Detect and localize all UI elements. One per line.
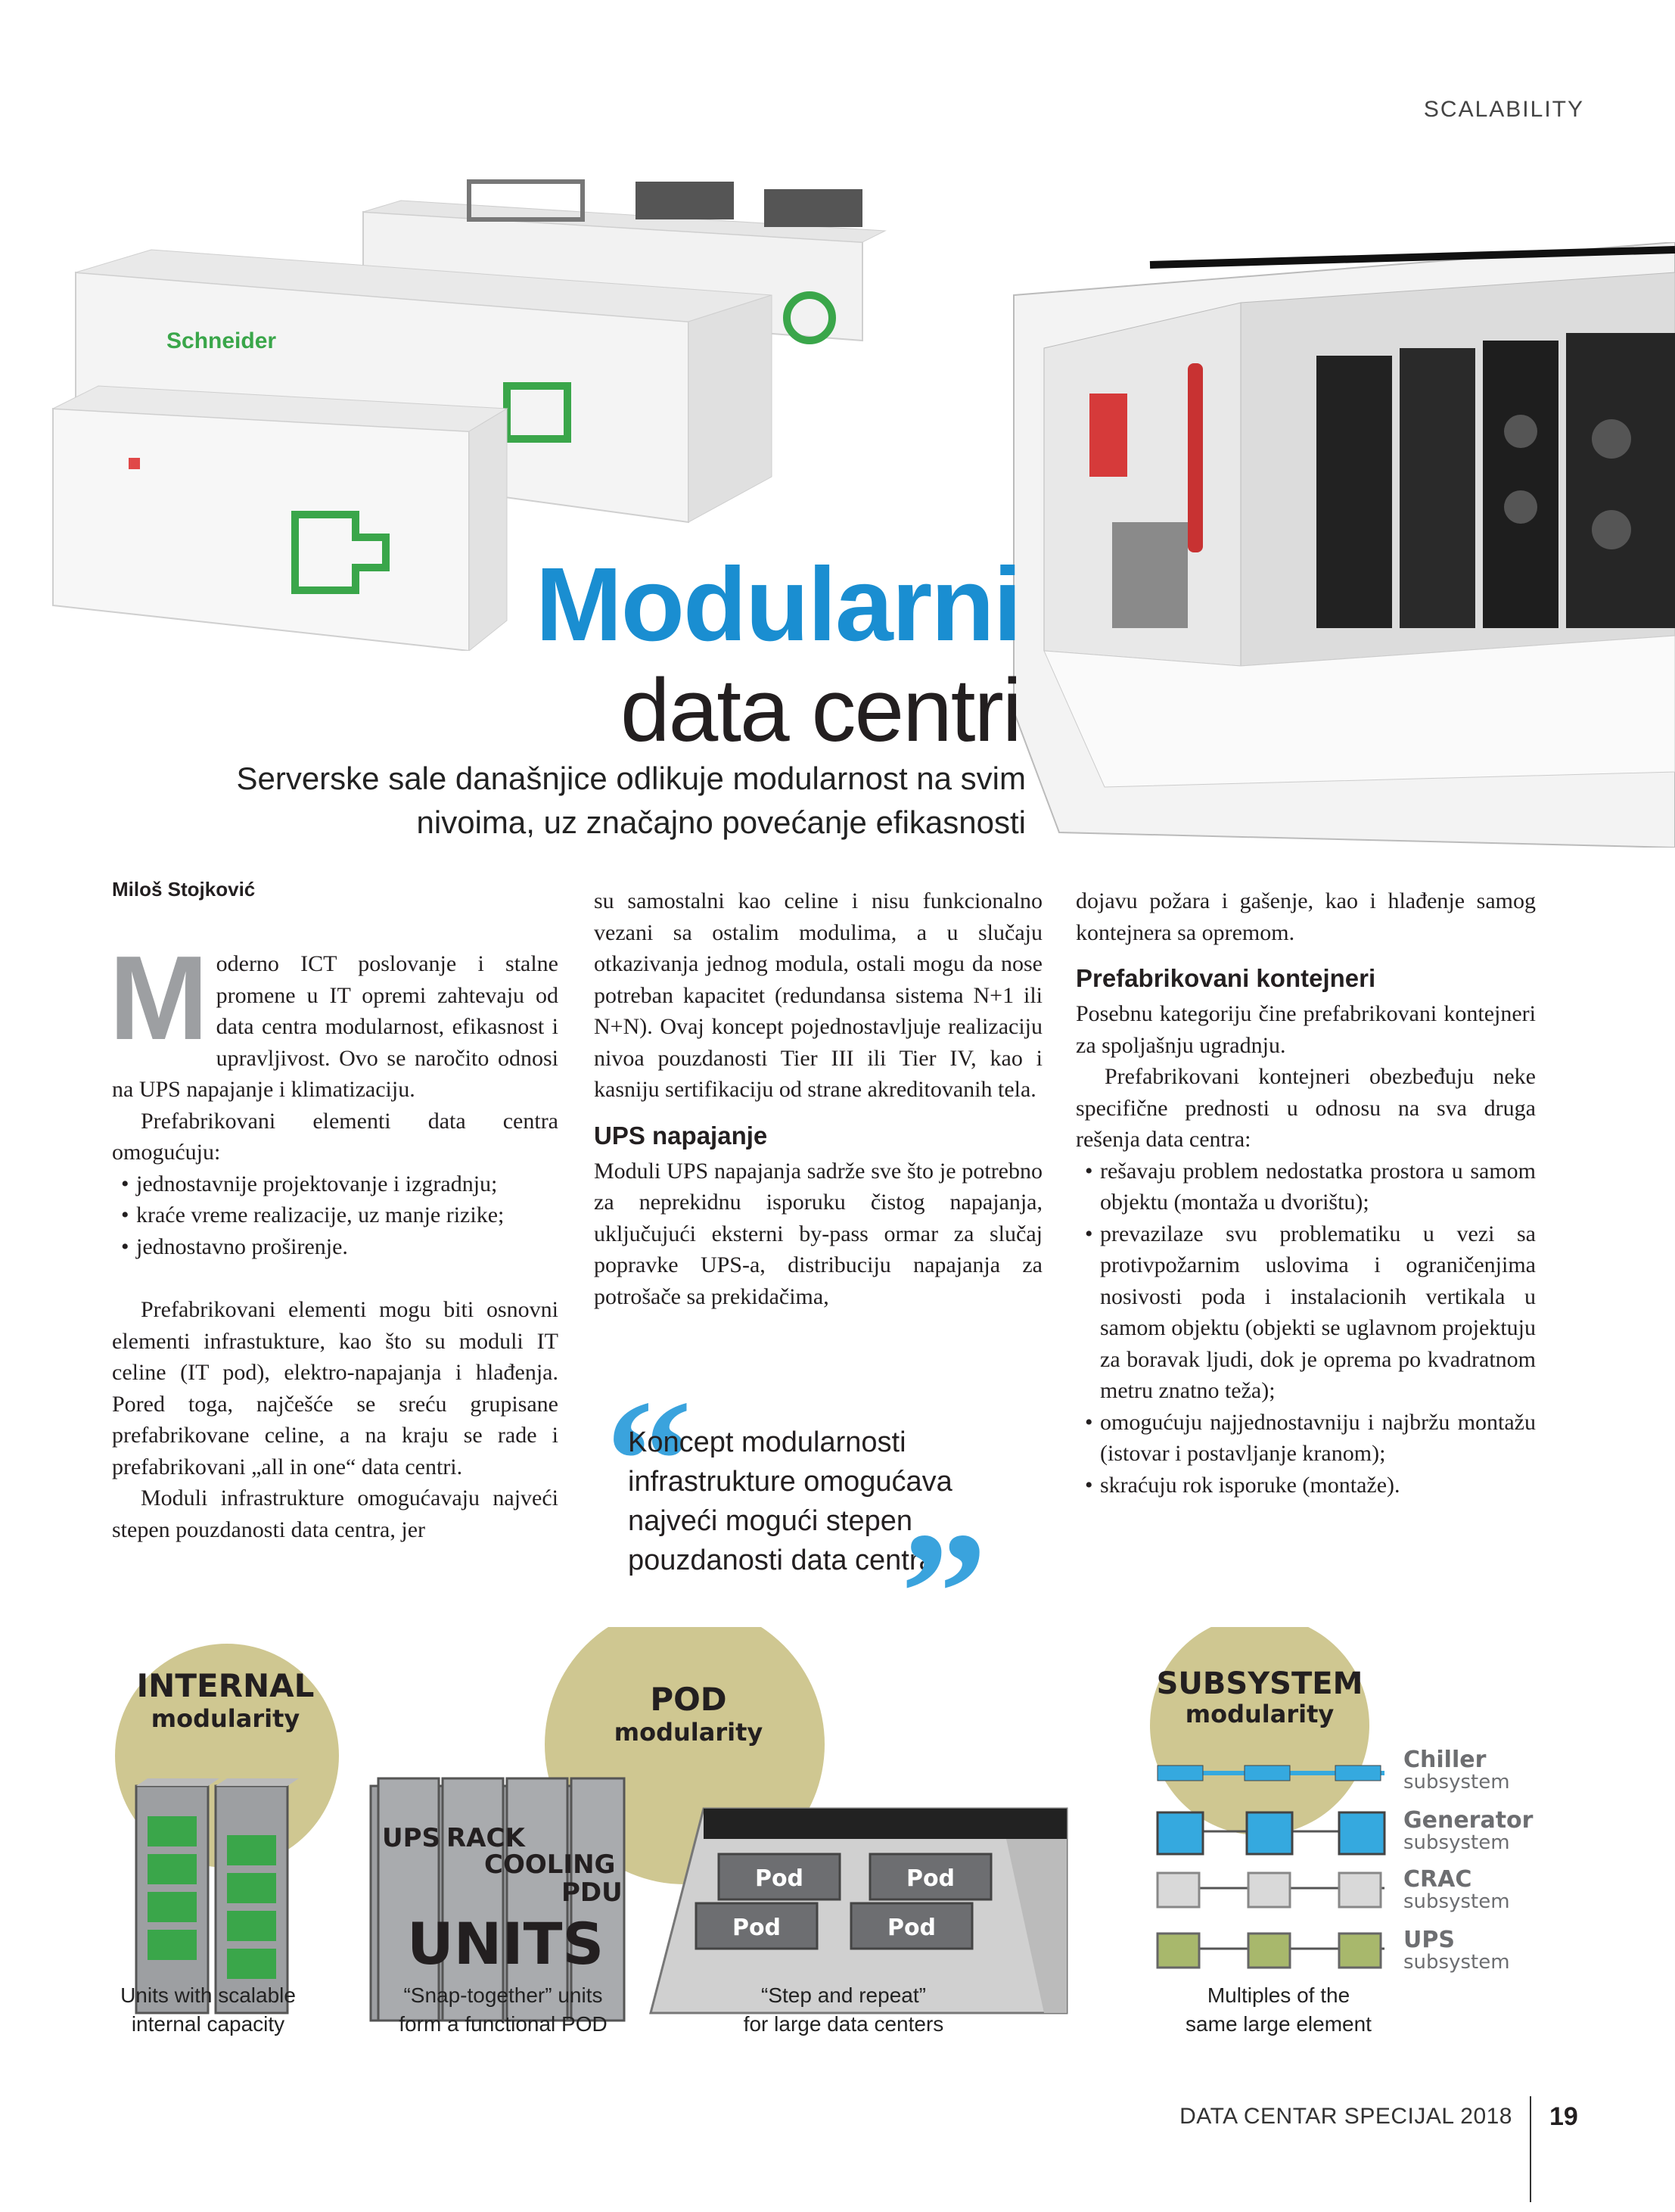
list-item: • jednostavno proširenje. [136,1231,558,1263]
svg-text:Schneider: Schneider [166,328,277,353]
cooling-label: COOLING [484,1850,616,1880]
lead-line-1: Serverske sale današnjice odlikuje modularnost na svim [236,761,1026,796]
paragraph: Moduli infrastrukture omogućavaju najveći stepen pouzdanosti data centra, jer [112,1486,558,1542]
column-2 [594,885,1043,1312]
rack-icon [136,1778,219,2013]
section-heading: Prefabrikovani kontejneri [1076,964,1376,992]
paragraph: Posebnu kategoriju čine prefabrikovani kontejneri za spoljašnju ugradnju. [1076,1001,1536,1058]
intro-paragraph: Moderno ICT poslovanje i stalne promene u IT opremi zahtevaju od data centra modularnost, efikasnost i upravljivost. Ovo se naročito odnosi na UPS napajanje i klimatizaciju. [109,932,558,1102]
paragraph: Prefabrikovani elementi mogu biti osnovni elementi infrastukture, kao što su moduli IT celine (IT pod), elektro-napajanja i hlađenja. Pored toga, najčešće se sreću grupisane prefabrikovane celine, a na kraju se rade i prefabrikovani „all in one“ data centri. [112,1297,558,1479]
list-item: • rešavaju problem nedostatka prostora u samom objektu (montaža u dvorištu); [1100,1156,1536,1218]
section-heading: UPS napajanje [594,1121,768,1150]
column-3 [1076,885,1536,1501]
list-item: • omogućuju najjednostavniju i najbržu montažu (istovar i postavljanje kranom); [1100,1407,1536,1470]
subsystem-sub: modularity [1185,1700,1335,1728]
pod-title: POD [650,1681,727,1718]
column-1 [109,932,558,1545]
article-title: Modularni [535,546,1021,663]
author: Miloš Stojković [112,878,256,901]
list-item: • kraće vreme realizacije, uz manje rizike; [136,1199,558,1231]
pull-quote: Koncept modularnosti infrastrukture omogućava najveći mogući stepen pouzdanosti data centra [628,1426,952,1576]
article-subtitle: data centri [620,661,1021,761]
chiller-sub: subsystem [1403,1771,1510,1794]
pod-sub: modularity [614,1718,763,1747]
pod-label: Pod [887,1915,937,1941]
quote-close-mark: ” [900,1496,987,1689]
list-item: • skraćuju rok isporuke (montaže). [1100,1470,1536,1501]
caption-internal: Units with scalable internal capacity [120,1983,296,2036]
ups-subsystem-sub: subsystem [1403,1951,1510,1974]
caption-subsystem: Multiples of the same large element [1186,1983,1372,2036]
pdu-label: PDU [561,1878,623,1908]
paragraph: dojavu požara i gašenje, kao i hlađenje samog kontejnera sa opremom. [1076,888,1536,945]
paragraph: Prefabrikovani elementi data centra omogućuju: [112,1108,558,1165]
rack-label: RACK [446,1823,525,1853]
container-interior-illustration [999,242,1675,848]
pod-label: Pod [754,1865,804,1892]
lead-paragraph [42,757,1026,845]
dropcap: M [109,932,209,1065]
bullet-list [1076,1156,1536,1501]
ups-subsystem-label: UPS [1403,1927,1455,1953]
paragraph: su samostalni kao celine i nisu funkcionalno vezani sa ostalim modulima, a u slučaju otkazivanja jednog modula, ostali mogu da nose potreban kapacitet (redundansa sistema N+1 ili N+N). Ovaj koncept pojednostavljuje realizaciju nivoa pouzdanosti Tier III ili Tier IV, kao i kasniju sertifikaciju od strane akreditovanih tela. [594,888,1043,1102]
chiller-label: Chiller [1403,1747,1487,1773]
internal-sub: modularity [151,1704,300,1733]
subsystem-title: SUBSYSTEM [1156,1666,1363,1701]
lead-line-2: nivoima, uz značajno povećanje efikasnosti [416,804,1026,840]
ups-label: UPS [382,1823,441,1853]
page-number: 19 [1549,2102,1578,2131]
caption-pods: “Step and repeat” for large data centers [743,1983,944,2036]
rack-icon [216,1778,299,2013]
internal-title: INTERNAL [136,1667,315,1704]
generator-sub: subsystem [1403,1831,1510,1854]
footer-title: DATA CENTAR SPECIJAL 2018 [1179,2104,1512,2129]
subsystem-circle [1150,1627,1369,1835]
paragraph: Prefabrikovani kontejneri obezbeđuju neke specifične prednosti u odnosu na sva druga rešenja data centra: [1076,1064,1536,1152]
list-item: • jednostavnije projektovanje i izgradnju; [136,1168,558,1200]
list-item: • prevazilaze svu problematiku u vezi sa protivpožarnim uslovima i ograničenjima nosivosti poda i instalacionih vertikala u samom objektu (objekti se uglavnom projektuju za boravak ljudi, dok je oprema po kvadratnom metru znatno teža); [1100,1218,1536,1407]
generator-label: Generator [1403,1807,1534,1834]
bullet-list [112,1168,558,1263]
pod-label: Pod [906,1865,956,1892]
crac-label: CRAC [1403,1866,1472,1893]
quote-open-mark: “ [605,1364,692,1557]
footer-divider [1530,2096,1531,2202]
crac-sub: subsystem [1403,1890,1510,1913]
pod-label: Pod [732,1915,782,1941]
section-tag: SCALABILITY [1423,97,1584,122]
paragraph: Moduli UPS napajanja sadrže sve što je potrebno za neprekidnu isporuku čistog napajanja, uključujući eksterni by-pass ormar za slučaj popravke UPS-a, distribuciju napajanja za potrošače sa prekidačima, [594,1158,1043,1309]
units-label: UNITS [407,1910,604,1977]
caption-pod: “Snap-together” units form a functional POD [399,1983,608,2036]
